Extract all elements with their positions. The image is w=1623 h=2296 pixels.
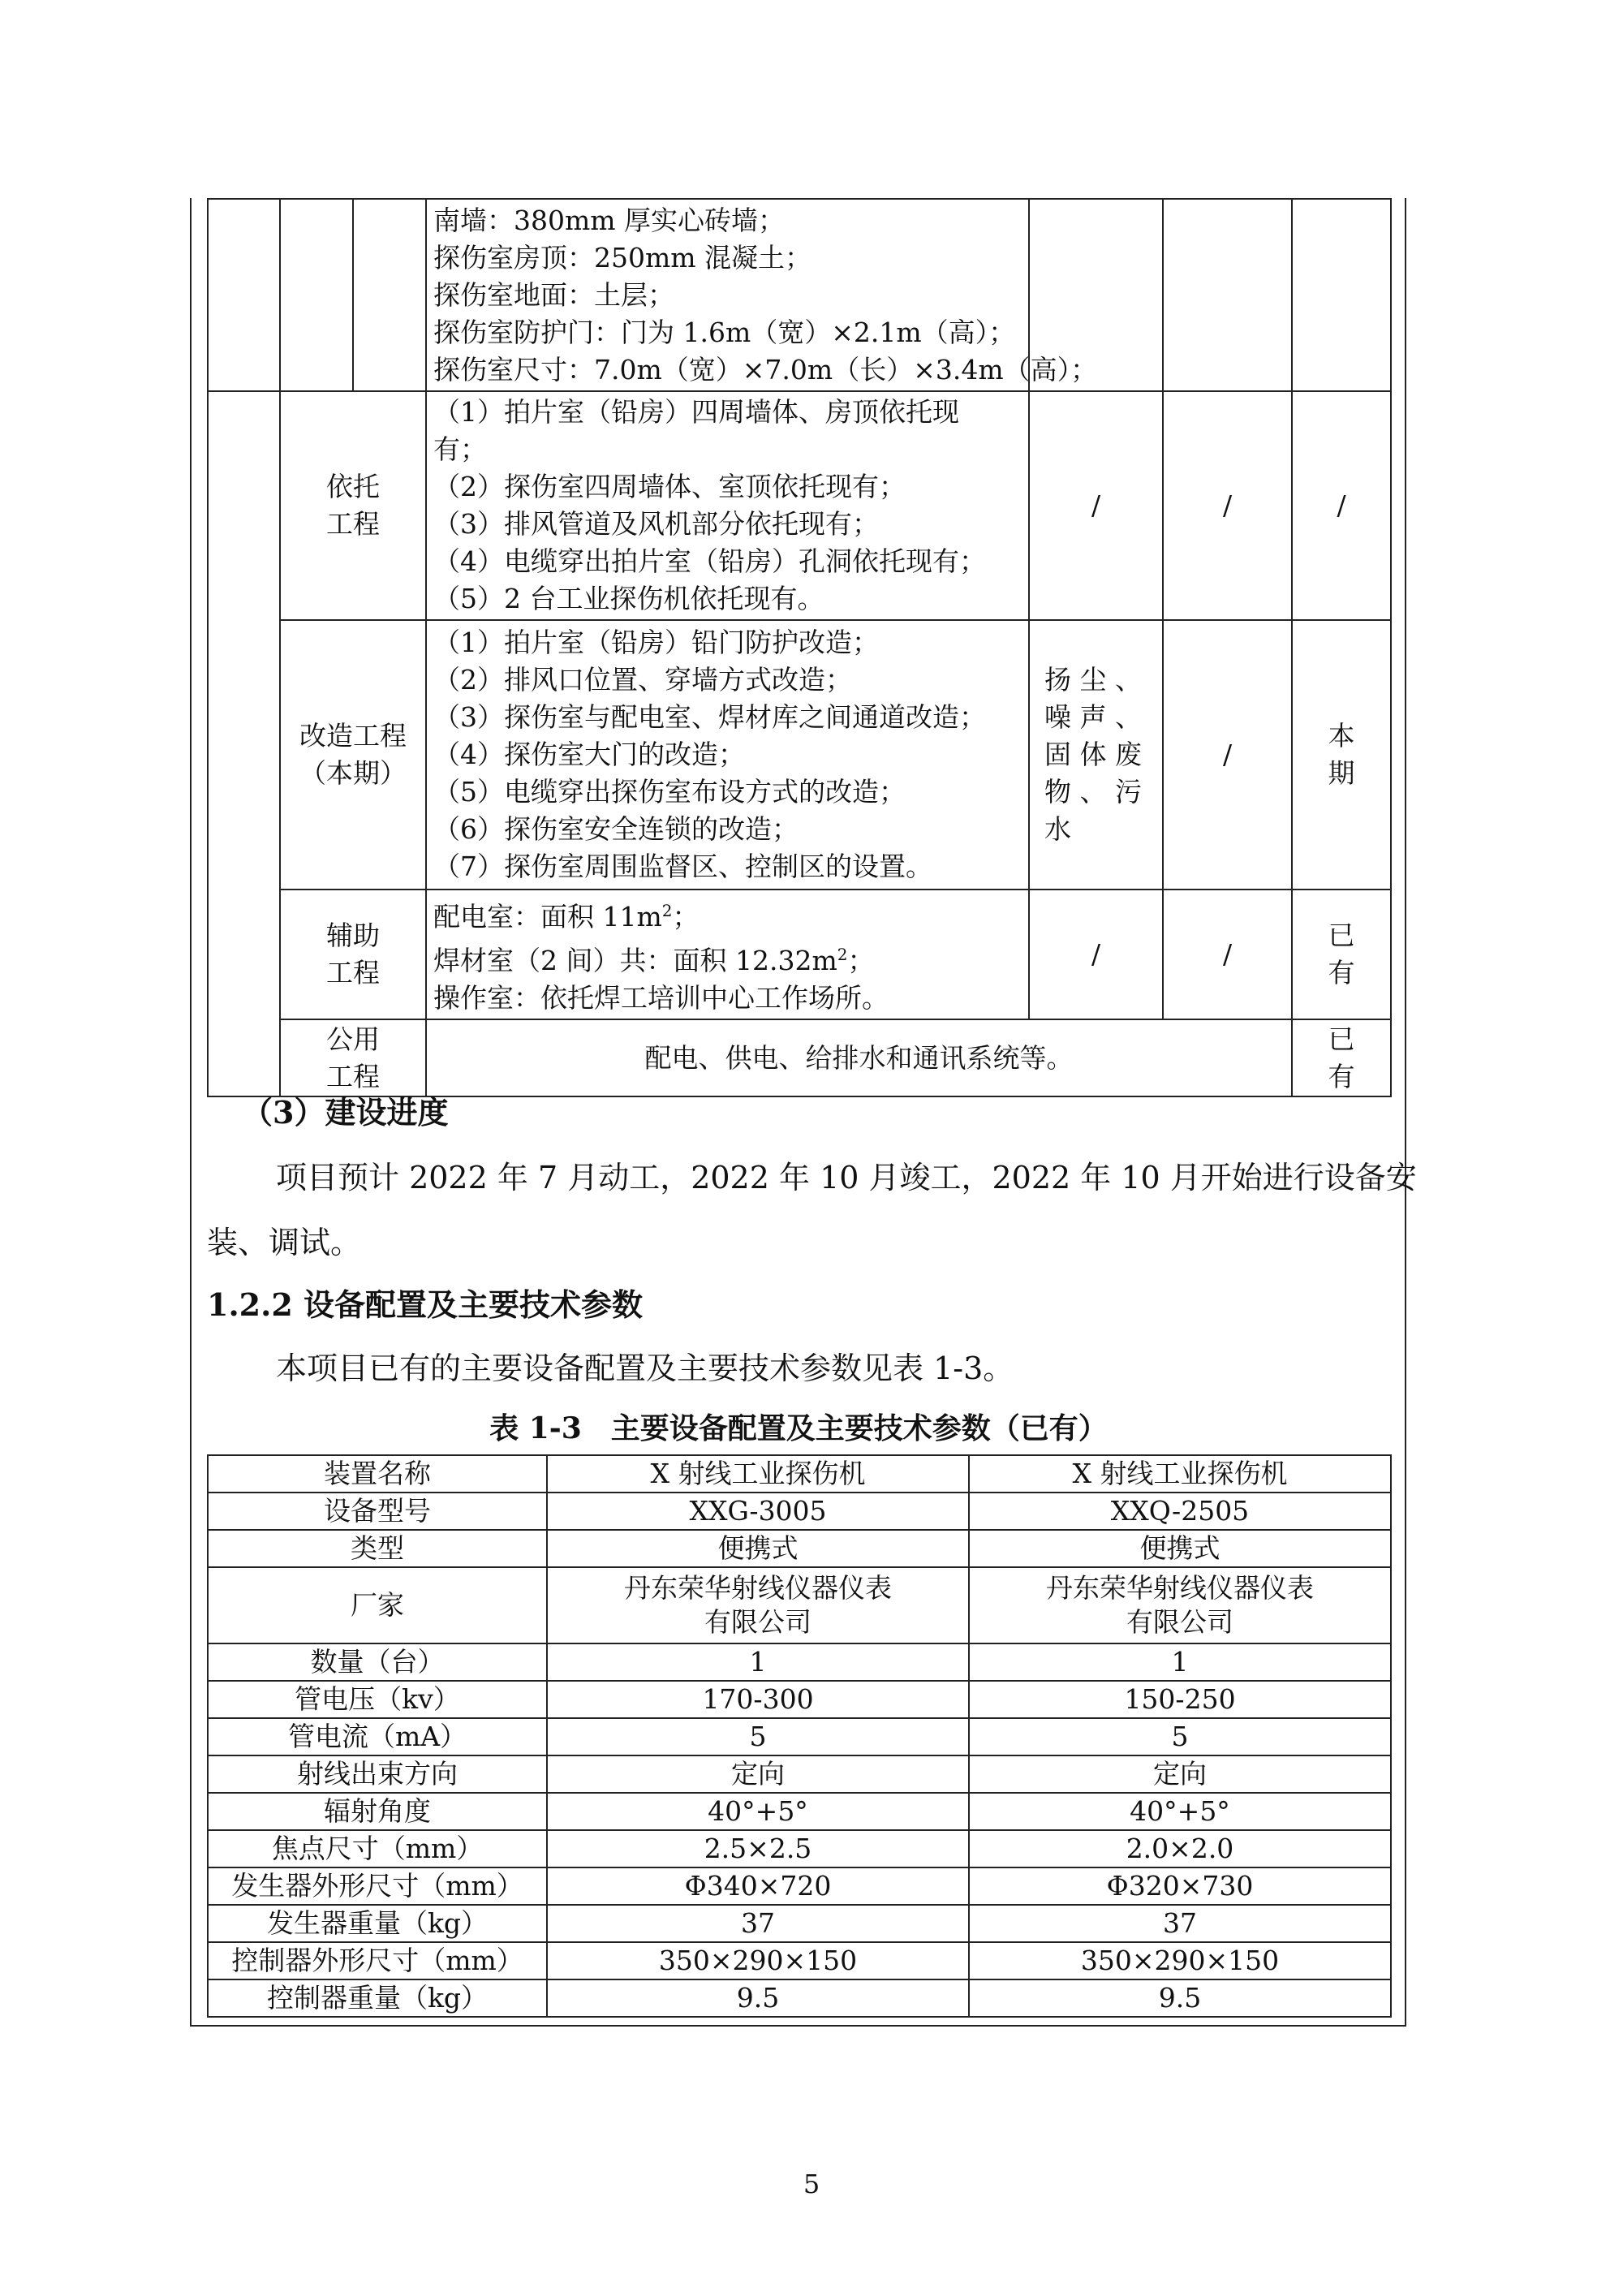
- text-line: 有: [1328, 957, 1355, 989]
- label-line: 改造工程: [299, 720, 407, 752]
- table-cell: [1292, 199, 1391, 391]
- text-span: ；: [672, 901, 700, 933]
- table-cell: /: [1292, 391, 1391, 620]
- table-row: [208, 1643, 1391, 1681]
- text-line: 探伤室防护门：门为 1.6m（宽）×2.1m（高）；: [433, 316, 1016, 348]
- table-cell: 厂家: [208, 1567, 547, 1643]
- table-row: [208, 1793, 1391, 1830]
- text-line: （1）拍片室（铅房）四周墙体、房顶依托现: [433, 396, 959, 428]
- table-cell: 1: [547, 1643, 969, 1681]
- label-line: 工程: [326, 1060, 380, 1092]
- text-line: 已: [1328, 920, 1355, 951]
- text-line: 探伤室地面：土层；: [433, 278, 674, 311]
- table-row: [208, 1019, 1391, 1096]
- text-line: 操作室：依托焊工培训中心工作场所。: [433, 982, 889, 1014]
- text-span: 配电室：面积 11m: [433, 901, 662, 933]
- table-cell: [1163, 199, 1292, 391]
- table-row: [208, 1755, 1391, 1793]
- table-cell: [1292, 890, 1391, 1019]
- table-row: [208, 1979, 1391, 2017]
- pollution-factors-cell: [1029, 620, 1163, 890]
- text-line: （7）探伤室周围监督区、控制区的设置。: [433, 851, 932, 882]
- row-label-gongyong: [280, 1019, 426, 1096]
- table-row: [208, 1942, 1391, 1979]
- table-cell: 便携式: [547, 1530, 969, 1567]
- table-cell: 发生器外形尺寸（mm）: [208, 1867, 547, 1905]
- table-row: [208, 1681, 1391, 1718]
- text-line: （5）2 台工业探伤机依托现有。: [433, 583, 824, 614]
- text-line: [433, 892, 1022, 936]
- label-line: 工程: [326, 957, 380, 989]
- text-line: 探伤室尺寸：7.0m（宽）×7.0m（长）×3.4m（高）；: [433, 353, 1098, 386]
- text-line: 有限公司: [704, 1606, 812, 1638]
- label-line: （本期）: [299, 757, 407, 789]
- table-cell: 管电流（mA）: [208, 1718, 547, 1755]
- section-heading-equipment: 1.2.2 设备配置及主要技术参数: [207, 1286, 644, 1323]
- table-cell: [1292, 620, 1391, 890]
- table-cell: 类型: [208, 1530, 547, 1567]
- table-cell: [280, 199, 353, 391]
- table-caption: 表 1-3 主要设备配置及主要技术参数（已有）: [489, 1411, 1108, 1445]
- label-line: 公用: [326, 1023, 380, 1055]
- yituo-content-cell: [426, 391, 1029, 620]
- table-cell: /: [1029, 391, 1163, 620]
- gaizao-content-cell: [426, 620, 1029, 890]
- text-line: （3）探伤室与配电室、焊材库之间通道改造；: [433, 701, 986, 733]
- progress-text-line: 项目预计 2022 年 7 月动工，2022 年 10 月竣工，2022 年 10 月开始进行设备安: [276, 1160, 1417, 1195]
- table-cell: 37: [969, 1905, 1391, 1942]
- table-cell: /: [1163, 391, 1292, 620]
- text-line: （4）探伤室大门的改造；: [433, 739, 745, 770]
- table-cell: 发生器重量（kg）: [208, 1905, 547, 1942]
- table-cell: 装置名称: [208, 1455, 547, 1493]
- table-cell: 定向: [547, 1755, 969, 1793]
- table-row: [208, 1493, 1391, 1530]
- table-cell: /: [1163, 620, 1292, 890]
- text-line: 丹东荣华射线仪器仪表: [1046, 1572, 1314, 1604]
- table-cell: 设备型号: [208, 1493, 547, 1530]
- progress-text-line: 装、调试。: [207, 1225, 362, 1260]
- table-cell: 350×290×150: [547, 1942, 969, 1979]
- table-cell: 9.5: [969, 1979, 1391, 2017]
- text-line: 水: [1044, 813, 1071, 845]
- text-line: 探伤室房顶：250mm 混凝土；: [433, 241, 812, 274]
- table-cell: 5: [969, 1718, 1391, 1755]
- text-line: 丹东荣华射线仪器仪表: [624, 1572, 892, 1604]
- text-span: 焊材室（2 间）共：面积 12.32m: [433, 945, 837, 976]
- text-line: （5）电缆穿出探伤室布设方式的改造；: [433, 776, 906, 808]
- table-row: [208, 1830, 1391, 1867]
- text-line: （4）电缆穿出拍片室（铅房）孔洞依托现有；: [433, 545, 986, 577]
- table-cell: [969, 1567, 1391, 1643]
- text-line: 噪 声 、: [1044, 701, 1142, 733]
- section-heading-progress: （3）建设进度: [242, 1094, 449, 1131]
- table-cell: 辐射角度: [208, 1793, 547, 1830]
- text-span: ；: [847, 945, 875, 976]
- table-row: [208, 620, 1391, 890]
- text-line: 有: [1328, 1060, 1355, 1092]
- table-cell: [208, 620, 280, 890]
- text-line: 扬 尘 、: [1044, 664, 1142, 696]
- table-cell: 150-250: [969, 1681, 1391, 1718]
- table-cell: [1292, 1019, 1391, 1096]
- table-cell: [547, 1567, 969, 1643]
- intro-text: 本项目已有的主要设备配置及主要技术参数见表 1-3。: [276, 1350, 1014, 1386]
- table-cell: [208, 391, 280, 620]
- table-row: [208, 1530, 1391, 1567]
- equipment-parameters-table: [207, 1454, 1392, 2018]
- table-cell: [208, 199, 280, 391]
- table-cell: 射线出束方向: [208, 1755, 547, 1793]
- text-line: 南墙：380mm 厚实心砖墙；: [433, 204, 786, 236]
- table-cell: 1: [969, 1643, 1391, 1681]
- label-line: 工程: [326, 508, 380, 540]
- table-cell: 控制器外形尺寸（mm）: [208, 1942, 547, 1979]
- table-row: [208, 1867, 1391, 1905]
- table-cell: 37: [547, 1905, 969, 1942]
- text-line: 有限公司: [1126, 1606, 1233, 1638]
- table-cell: 40°+5°: [969, 1793, 1391, 1830]
- text-line: （2）排风口位置、穿墙方式改造；: [433, 664, 852, 696]
- table-row: [208, 1567, 1391, 1643]
- table-cell: 170-300: [547, 1681, 969, 1718]
- table-cell: [353, 199, 426, 391]
- text-line: 固 体 废: [1044, 739, 1142, 770]
- table-cell: 数量（台）: [208, 1643, 547, 1681]
- row-label-gaizao: [280, 620, 426, 890]
- text-line: 物 、 污: [1044, 776, 1142, 808]
- table-cell: [208, 890, 280, 1019]
- shielding-detail-cell: [426, 199, 1098, 391]
- text-line: 期: [1328, 757, 1355, 789]
- fuzhu-content-cell: [426, 890, 1029, 1019]
- table-cell: 焦点尺寸（mm）: [208, 1830, 547, 1867]
- text-line: （1）拍片室（铅房）铅门防护改造；: [433, 627, 879, 658]
- page-number: 5: [803, 2169, 820, 2199]
- table-cell: 控制器重量（kg）: [208, 1979, 547, 2017]
- table-cell: /: [1163, 890, 1292, 1019]
- table-cell: 9.5: [547, 1979, 969, 2017]
- table-row: [208, 1455, 1391, 1493]
- table-row: [208, 1718, 1391, 1755]
- table-cell: 2.0×2.0: [969, 1830, 1391, 1867]
- text-line: （3）排风管道及风机部分依托现有；: [433, 508, 879, 540]
- table-row: [208, 199, 1391, 391]
- text-line: [433, 936, 1022, 980]
- table-cell: 2.5×2.5: [547, 1830, 969, 1867]
- table-cell: XXG-3005: [547, 1493, 969, 1530]
- table-cell: XXQ-2505: [969, 1493, 1391, 1530]
- table-cell: X 射线工业探伤机: [547, 1455, 969, 1493]
- table-cell: Φ320×730: [969, 1867, 1391, 1905]
- table-cell: 40°+5°: [547, 1793, 969, 1830]
- gongyong-content-cell: 配电、供电、给排水和通讯系统等。: [426, 1019, 1292, 1096]
- superscript: 2: [837, 945, 848, 964]
- label-line: 依托: [326, 471, 380, 502]
- text-line: 本: [1328, 720, 1355, 752]
- table-cell: 便携式: [969, 1530, 1391, 1567]
- table-cell: 管电压（kv）: [208, 1681, 547, 1718]
- label-line: 辅助: [326, 920, 380, 951]
- table-cell: 5: [547, 1718, 969, 1755]
- project-composition-table: [207, 198, 1392, 1097]
- text-line: （2）探伤室四周墙体、室顶依托现有；: [433, 471, 906, 502]
- text-line: 已: [1328, 1023, 1355, 1055]
- table-cell: 350×290×150: [969, 1942, 1391, 1979]
- table-cell: 定向: [969, 1755, 1391, 1793]
- row-label-yituo: [280, 391, 426, 620]
- table-cell: [208, 1019, 280, 1096]
- row-label-fuzhu: [280, 890, 426, 1019]
- table-cell: /: [1029, 890, 1163, 1019]
- table-cell: Φ340×720: [547, 1867, 969, 1905]
- table-row: [208, 1905, 1391, 1942]
- text-line: 有；: [433, 433, 487, 465]
- superscript: 2: [661, 901, 673, 920]
- text-line: （6）探伤室安全连锁的改造；: [433, 813, 799, 845]
- table-row: [208, 890, 1391, 1019]
- table-row: [208, 391, 1391, 620]
- table-cell: X 射线工业探伤机: [969, 1455, 1391, 1493]
